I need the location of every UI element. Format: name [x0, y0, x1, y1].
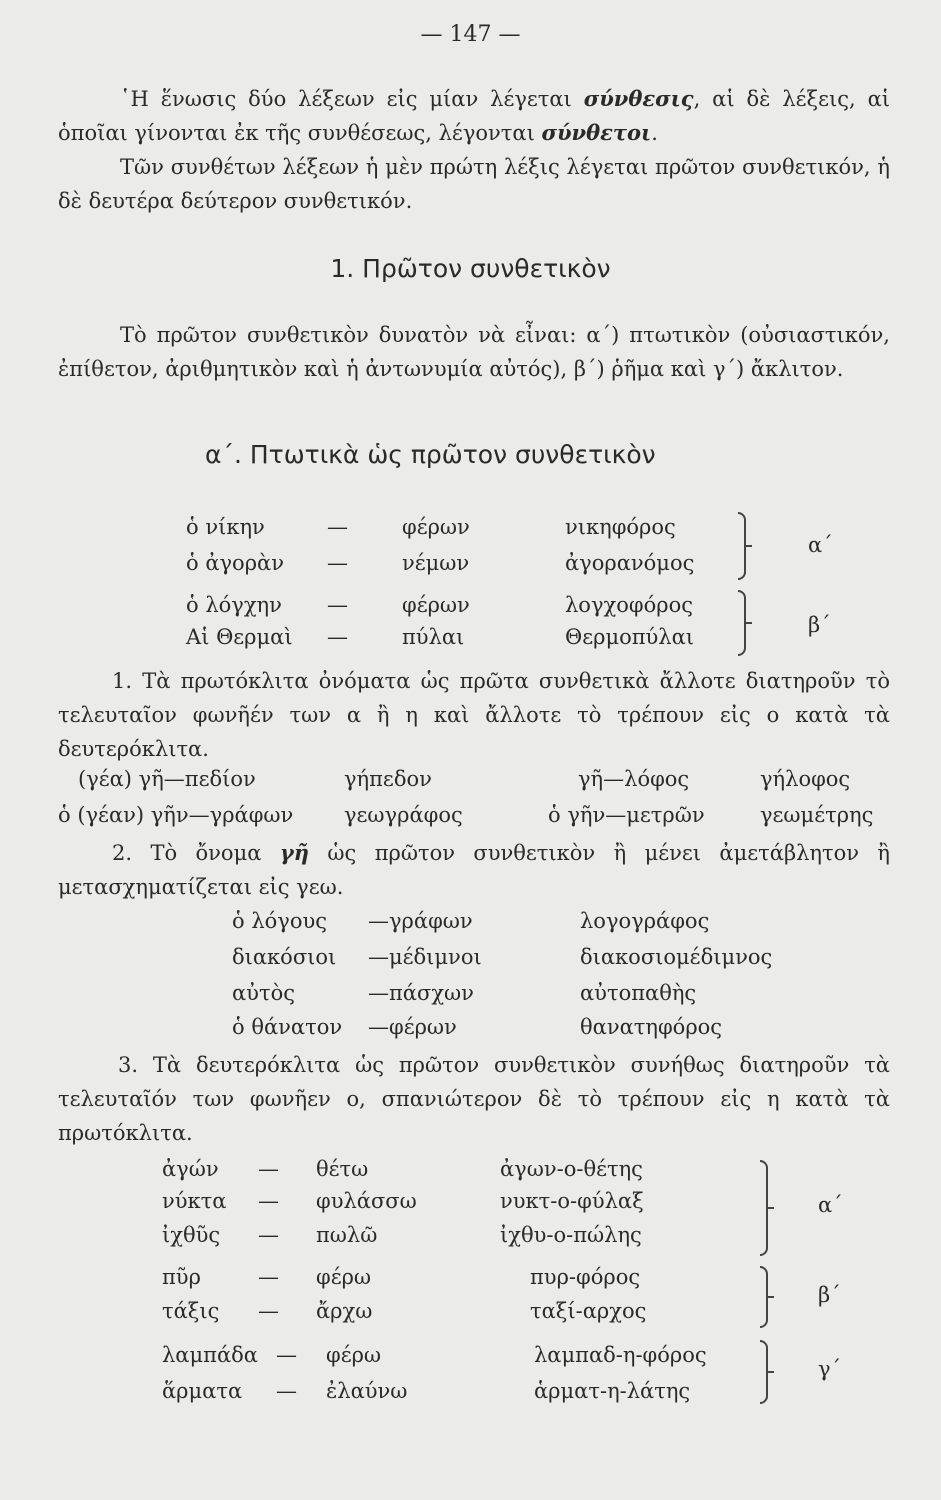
t2-word2: —μέδιμνοι: [368, 945, 482, 969]
t1-word2: νέμων: [402, 551, 470, 575]
term-compounds: σύνθετοι: [541, 120, 652, 145]
t3-compound: πυρ-φόρος: [530, 1265, 641, 1289]
page-number: — 147 —: [420, 22, 521, 47]
first-component-paragraph: Τὸ πρῶτον συνθετικὸν δυνατὸν νὰ εἶναι: α΄) πτωτικὸν (οὐσιαστικόν, ἐπίθετον, ἀριθμητικὸν καὶ ἡ ἀντωνυμία αὐτός), β΄) ῥῆμα καὶ γ΄) ἄκλιτον.: [58, 323, 890, 381]
t3-dash: —: [258, 1265, 279, 1289]
rule-3-paragraph: 3. Τὰ δευτερόκλιτα ὡς πρῶτον συνθετικὸν συνήθως διατηροῦν τὰ τελευταῖόν των φωνῆεν ο, σπανιώτερον δὲ τὸ τρέπουν εἰς η κατὰ τὰ πρωτόκλιτα.: [58, 1053, 890, 1145]
t1-dash: —: [327, 515, 348, 539]
rule-2-word: γῆ: [279, 840, 309, 865]
t3-compound: ἁρματ-η-λάτης: [534, 1379, 691, 1403]
t1-compound: ἀγορανόμος: [565, 551, 695, 575]
t3-dash: —: [258, 1157, 279, 1181]
group-label: β΄: [818, 1283, 841, 1307]
brace: [760, 1266, 768, 1328]
t3-word1: ἀγών: [162, 1157, 219, 1181]
t1-compound: νικηφόρος: [565, 515, 676, 539]
subsection-heading-nominals: α΄. Πτωτικὰ ὡς πρῶτον συνθετικὸν: [205, 440, 656, 469]
t2-compound: λογογράφος: [580, 909, 710, 933]
brace: [760, 1160, 768, 1256]
t2-word2: —φέρων: [368, 1015, 457, 1039]
brace: [760, 1340, 768, 1404]
group-label: γ΄: [818, 1357, 842, 1381]
section-heading-first-component: 1. Πρῶτον συνθετικὸν: [330, 254, 611, 283]
t1-compound: Θερμοπύλαι: [565, 625, 695, 649]
t3-word1: ἰχθῦς: [162, 1223, 221, 1247]
t1-word1: ὁ ἀγορὰν: [186, 551, 284, 575]
t3-compound: νυκτ-ο-φύλαξ: [500, 1189, 644, 1213]
t2-compound: αὐτοπαθὴς: [580, 981, 697, 1005]
t3-word2: θέτω: [316, 1157, 369, 1181]
t2-word1: διακόσιοι: [232, 945, 337, 969]
t3-word2: πωλῶ: [316, 1223, 378, 1247]
t2-word1: ὁ θάνατον: [232, 1015, 343, 1039]
ge-example: ὁ (γέαν) γῆν—γράφων: [58, 803, 294, 827]
t1-dash: —: [327, 551, 348, 575]
t2-word1: ὁ λόγους: [232, 909, 327, 933]
rule-2-text-b: ὡς πρῶτον συνθετικὸν ἢ μένει ἀμετάβλητον ἢ μετασχηματίζεται εἰς γεω.: [58, 841, 890, 899]
t3-dash: —: [276, 1379, 297, 1403]
t3-word1: ἅρματα: [162, 1379, 243, 1403]
t3-compound: ἰχθυ-ο-πώλης: [500, 1223, 642, 1247]
ge-result: γεωγράφος: [344, 803, 463, 827]
brace: [738, 590, 746, 656]
t1-word1: Αἱ Θερμαὶ: [186, 625, 293, 649]
t3-word1: πῦρ: [162, 1265, 201, 1289]
intro-text-c: .: [651, 121, 658, 145]
t3-word2: ἐλαύνω: [326, 1379, 408, 1403]
ge-example: (γέα) γῆ—πεδίον: [78, 767, 256, 791]
t1-word1: ὁ λόγχην: [186, 593, 282, 617]
t1-word1: ὁ νίκην: [186, 515, 265, 539]
t3-word2: φέρω: [326, 1343, 382, 1367]
t3-word1: νύκτα: [162, 1189, 227, 1213]
t1-word2: φέρων: [402, 593, 470, 617]
t3-word1: λαμπάδα: [162, 1343, 258, 1367]
t1-dash: —: [327, 593, 348, 617]
t3-dash: —: [276, 1343, 297, 1367]
t3-compound: ταξί-αρχος: [530, 1299, 647, 1323]
t1-dash: —: [327, 625, 348, 649]
group-label: α΄: [808, 533, 833, 557]
rule-2-text-a: 2. Τὸ ὄνομα: [112, 841, 280, 865]
t2-compound: διακοσιομέδιμνος: [580, 945, 773, 969]
t2-word1: αὐτὸς: [232, 981, 295, 1005]
t2-word2: —γράφων: [368, 909, 473, 933]
t1-word2: φέρων: [402, 515, 470, 539]
intro-text-a: ῾Η ἕνωσις δύο λέξεων εἰς μίαν λέγεται: [120, 87, 584, 111]
t3-compound: ἀγων-ο-θέτης: [500, 1157, 643, 1181]
t3-word2: ἄρχω: [316, 1299, 373, 1323]
term-synthesis: σύνθεσις: [583, 86, 694, 111]
group-label: α΄: [818, 1193, 843, 1217]
t3-word1: τάξις: [162, 1299, 220, 1323]
ge-result: γεωμέτρης: [760, 803, 874, 827]
t3-word2: φέρω: [316, 1265, 372, 1289]
rule-2-paragraph: [58, 836, 890, 904]
ge-result: γήπεδον: [344, 767, 432, 791]
t3-compound: λαμπαδ-η-φόρος: [534, 1343, 707, 1367]
t1-compound: λογχοφόρος: [565, 593, 693, 617]
t3-dash: —: [258, 1189, 279, 1213]
intro-paragraph-2: Τῶν συνθέτων λέξεων ἡ μὲν πρώτη λέξις λέγεται πρῶτον συνθετικόν, ἡ δὲ δευτέρα δεύτερον συνθετικόν.: [58, 155, 890, 213]
t3-dash: —: [258, 1223, 279, 1247]
group-label: β΄: [808, 613, 831, 637]
ge-result: γήλοφος: [760, 767, 851, 791]
t1-word2: πύλαι: [402, 625, 465, 649]
brace: [738, 512, 746, 580]
rule-1-paragraph: 1. Τὰ πρωτόκλιτα ὀνόματα ὡς πρῶτα συνθετικὰ ἄλλοτε διατηροῦν τὸ τελευταῖον φωνῆέν των α ἢ η καὶ ἄλλοτε τὸ τρέπουν εἰς ο κατὰ τὰ δευτερόκλιτα.: [58, 669, 890, 761]
intro-text-b: , αἱ δὲ λέξεις, αἱ ὁποῖαι γίνονται ἐκ τῆς συνθέσεως, λέγονται: [58, 87, 890, 145]
t2-compound: θανατηφόρος: [580, 1015, 723, 1039]
ge-example: γῆ—λόφος: [578, 767, 690, 791]
intro-paragraph-1: [58, 82, 890, 150]
ge-example: ὁ γῆν—μετρῶν: [548, 803, 705, 827]
t2-word2: —πάσχων: [368, 981, 474, 1005]
t3-dash: —: [258, 1299, 279, 1323]
t3-word2: φυλάσσω: [316, 1189, 417, 1213]
